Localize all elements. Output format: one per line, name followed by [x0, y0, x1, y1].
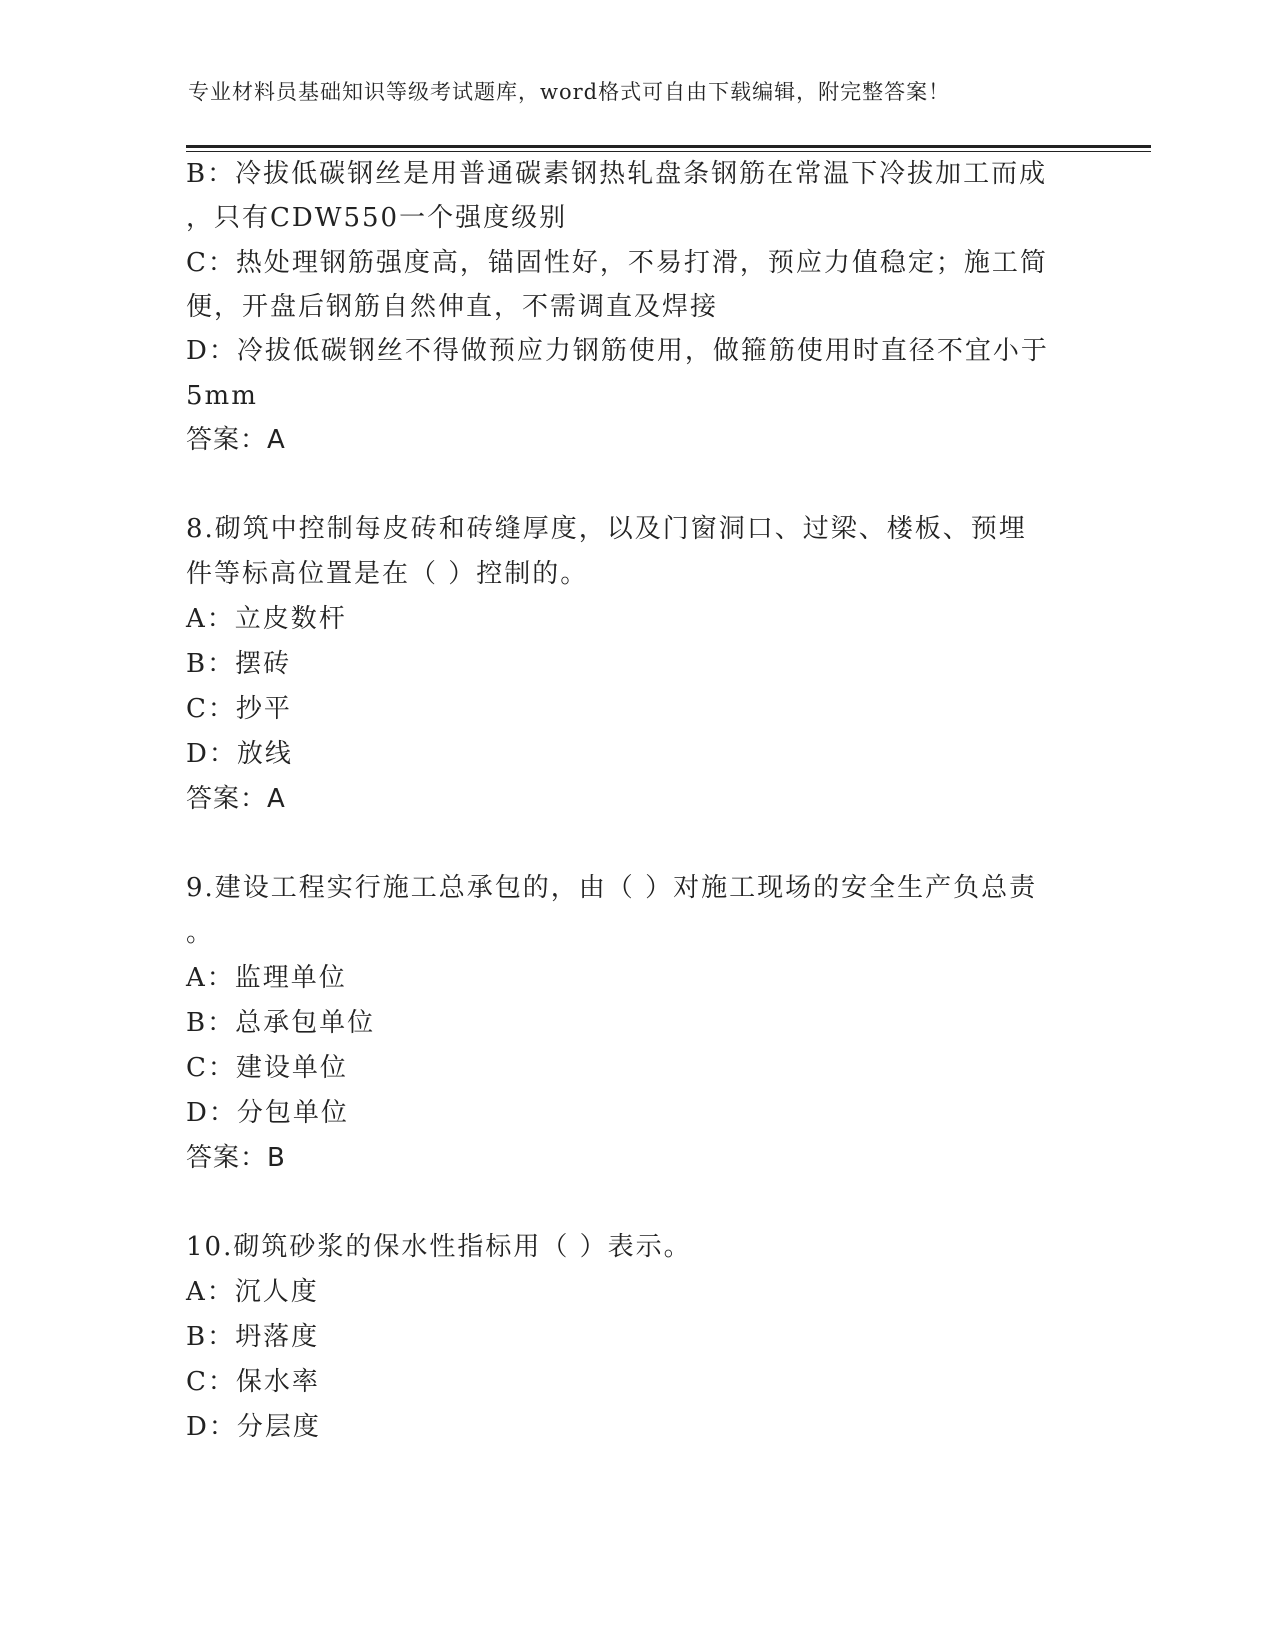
option-c-line2: 便，开盘后钢筋自然伸直，不需调直及焊接 — [186, 292, 719, 322]
answer-text: 答案：B — [186, 1143, 286, 1173]
question-text-line2: 件等标高位置是在（ ）控制的。 — [186, 559, 589, 589]
option-d: D：分层度 — [186, 1412, 321, 1442]
header-rule-thin — [186, 151, 1151, 152]
option-d: D：放线 — [186, 739, 293, 769]
option-a: A：立皮数杆 — [186, 604, 347, 634]
option-c: C：建设单位 — [186, 1053, 348, 1083]
option-c: C：抄平 — [186, 694, 292, 724]
header-title: 专业材料员基础知识等级考试题库，word格式可自由下载编辑，附完整答案！ — [188, 80, 951, 104]
option-d-line2: 5mm — [186, 381, 258, 411]
option-c-line1: C：热处理钢筋强度高，锚固性好，不易打滑，预应力值稳定；施工简 — [186, 248, 1048, 278]
question-text-line1: 9.建设工程实行施工总承包的，由（ ）对施工现场的安全生产负总责 — [186, 873, 1038, 903]
option-b: B：坍落度 — [186, 1322, 320, 1352]
option-c: C：保水率 — [186, 1367, 320, 1397]
option-b-line1: B：冷拔低碳钢丝是用普通碳素钢热轧盘条钢筋在常温下冷拔加工而成 — [186, 159, 1048, 189]
option-d-line1: D：冷拔低碳钢丝不得做预应力钢筋使用，做箍筋使用时直径不宜小于 — [186, 336, 1049, 366]
question-text-line2: 。 — [186, 918, 215, 948]
option-b-line2: ，只有CDW550一个强度级别 — [186, 203, 568, 233]
option-d: D：分包单位 — [186, 1098, 349, 1128]
answer-text: 答案：A — [186, 784, 286, 814]
option-a: A：监理单位 — [186, 963, 347, 993]
question-text-line1: 10.砌筑砂浆的保水性指标用（ ）表示。 — [186, 1232, 692, 1262]
option-b: B：总承包单位 — [186, 1008, 376, 1038]
option-b: B：摆砖 — [186, 649, 292, 679]
option-a: A：沉人度 — [186, 1277, 319, 1307]
header-rule-thick — [186, 145, 1151, 148]
answer-text: 答案：A — [186, 425, 286, 455]
question-text-line1: 8.砌筑中控制每皮砖和砖缝厚度，以及门窗洞口、过梁、楼板、预埋 — [186, 514, 1027, 544]
